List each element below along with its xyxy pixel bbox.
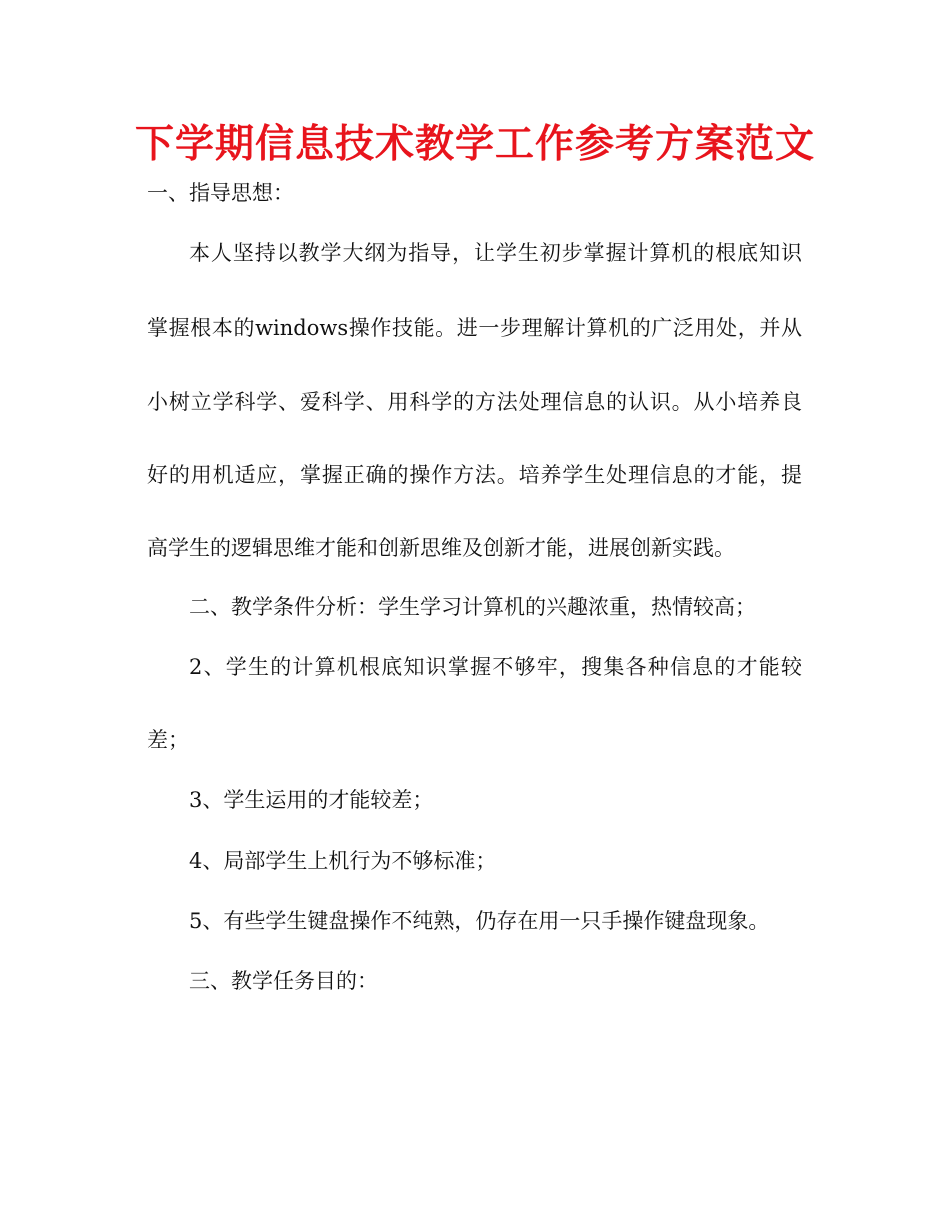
paragraph-line: 高学生的逻辑思维才能和创新思维及创新才能，进展创新实践。 [147,536,735,560]
paragraph-line: 小树立学科学、爱科学、用科学的方法处理信息的认识。从小培养良 [147,390,802,414]
paragraph-line: 好的用机适应，掌握正确的操作方法。培养学生处理信息的才能，提 [147,463,802,487]
document-title: 下学期信息技术教学工作参考方案范文 [134,122,815,167]
list-item-continuation: 差； [147,728,189,752]
list-item: 4、局部学生上机行为不够标准； [189,849,497,873]
list-item: 2、学生的计算机根底知识掌握不够牢，搜集各种信息的才能较 [189,655,802,679]
paragraph-line: 本人坚持以教学大纲为指导，让学生初步掌握计算机的根底知识 [189,241,802,265]
section-heading-teaching-goals: 三、教学任务目的： [189,969,378,993]
section-heading-guiding-thought: 一、指导思想： [147,181,294,205]
paragraph-line: 掌握根本的windows操作技能。进一步理解计算机的广泛用处，并从 [147,316,802,340]
list-item: 5、有些学生键盘操作不纯熟，仍存在用一只手操作键盘现象。 [189,909,770,933]
list-item: 3、学生运用的才能较差； [189,788,434,812]
section-heading-teaching-conditions: 二、教学条件分析：学生学习计算机的兴趣浓重，热情较高； [189,595,756,619]
